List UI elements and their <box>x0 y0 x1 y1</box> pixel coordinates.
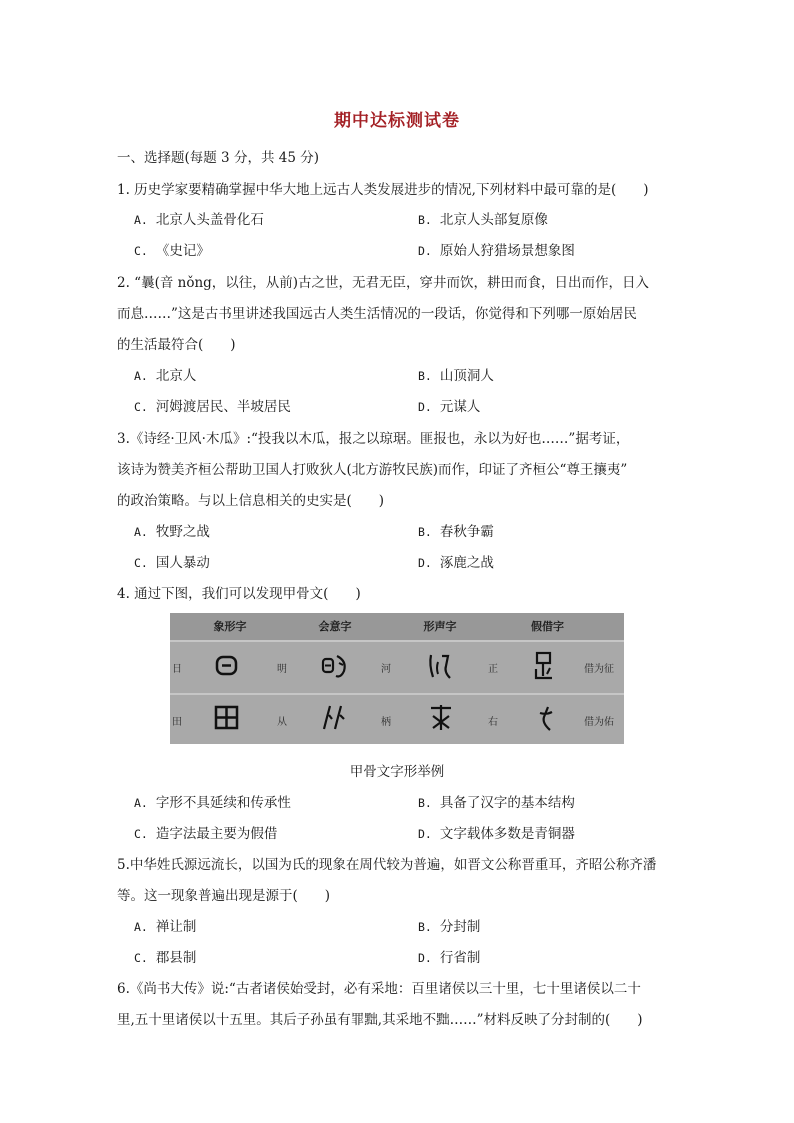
header-loan-character: 假借字 <box>531 620 564 633</box>
question-2-stem-line3: 的生活最符合( ) <box>117 337 236 353</box>
q5-option-d: D. 行省制 <box>418 950 481 966</box>
char-he: 河 <box>381 664 391 675</box>
divider <box>170 640 624 642</box>
q1-option-a: A. 北京人头盖骨化石 <box>134 212 264 228</box>
note-borrowed-zheng: 借为征 <box>584 664 614 675</box>
divider <box>170 693 624 695</box>
question-3-stem-line2: 该诗为赞美齐桓公帮助卫国人打败狄人(北方游牧民族)而作，印证了齐桓公“尊王攘夷” <box>117 462 628 478</box>
char-ming: 明 <box>277 664 287 675</box>
oracle-ming-glyph <box>320 651 350 681</box>
char-ri: 日 <box>172 664 182 675</box>
oracle-you-glyph <box>532 703 560 733</box>
figure-caption: 甲骨文字形举例 <box>349 764 445 780</box>
question-2-stem-line1: 2. “曩(音 nǒng，以往，从前)古之世，无君无臣，穿井而饮，耕田而食，日出而作，日入 <box>117 275 650 291</box>
q5-option-c: C. 郡县制 <box>134 950 197 966</box>
q2-option-a: A. 北京人 <box>134 368 197 384</box>
oracle-bone-figure <box>170 613 624 744</box>
section-heading: 一、选择题(每题 3 分，共 45 分) <box>117 150 319 166</box>
q3-option-c: C. 国人暴动 <box>134 555 210 571</box>
note-borrowed-you: 借为佑 <box>584 717 614 728</box>
question-6-stem-line2: 里,五十里诸侯以十五里。其后子孙虽有罪黜,其采地不黜……”材料反映了分封制的( ) <box>117 1012 643 1028</box>
question-5-stem-line2: 等。这一现象普遍出现是源于( ) <box>117 888 331 904</box>
oracle-zheng-glyph <box>530 650 560 682</box>
question-1-stem: 1. 历史学家要精确掌握中华大地上远古人类发展进步的情况,下列材料中最可靠的是( ) <box>117 182 649 198</box>
q3-option-a: A. 牧野之战 <box>134 524 210 540</box>
q4-option-d: D. 文字载体多数是青铜器 <box>418 826 575 842</box>
q4-option-b: B. 具备了汉字的基本结构 <box>418 795 575 811</box>
header-ideograph: 会意字 <box>318 620 352 633</box>
question-2-stem-line2: 而息……”这是古书里讲述我国远古人类生活情况的一段话，你觉得和下列哪一原始居民 <box>117 306 637 322</box>
question-3-stem-line1: 3.《诗经·卫风·木瓜》:“投我以木瓜，报之以琼琚。匪报也，永以为好也……”据考证， <box>117 431 630 447</box>
char-bing: 柄 <box>381 717 391 728</box>
header-phonosemantic: 形声字 <box>423 620 457 633</box>
char-zheng: 正 <box>488 664 498 675</box>
q1-option-b: B. 北京人头部复原像 <box>418 212 548 228</box>
question-5-stem-line1: 5.中华姓氏源远流长，以国为氏的现象在周代较为普遍，如晋文公称晋重耳，齐昭公称齐潘 <box>117 857 657 873</box>
q1-option-c: C. 《史记》 <box>134 243 210 259</box>
oracle-he-glyph <box>426 650 456 682</box>
oracle-bing-glyph <box>426 702 456 734</box>
q2-option-c: C. 河姆渡居民、半坡居民 <box>134 399 291 415</box>
oracle-ri-glyph <box>214 653 240 679</box>
q5-option-b: B. 分封制 <box>418 919 481 935</box>
oracle-tian-glyph <box>213 704 241 732</box>
oracle-cong-glyph <box>320 702 350 734</box>
q3-option-d: D. 涿鹿之战 <box>418 555 494 571</box>
char-tian: 田 <box>172 717 182 728</box>
q1-option-d: D. 原始人狩猎场景想象图 <box>418 243 575 259</box>
q3-option-b: B. 春秋争霸 <box>418 524 494 540</box>
page-title: 期中达标测试卷 <box>334 111 460 131</box>
char-cong: 从 <box>277 717 287 728</box>
q2-option-d: D. 元谋人 <box>418 399 481 415</box>
q4-option-a: A. 字形不具延续和传承性 <box>134 795 291 811</box>
header-pictograph: 象形字 <box>213 620 247 633</box>
question-4-stem: 4. 通过下图，我们可以发现甲骨文( ) <box>117 586 361 602</box>
q2-option-b: B. 山顶洞人 <box>418 368 494 384</box>
q5-option-a: A. 禅让制 <box>134 919 197 935</box>
question-3-stem-line3: 的政治策略。与以上信息相关的史实是( ) <box>117 493 385 509</box>
char-you: 右 <box>488 717 498 728</box>
q4-option-c: C. 造字法最主要为假借 <box>134 826 278 842</box>
question-6-stem-line1: 6.《尚书大传》说:“古者诸侯始受封，必有采地：百里诸侯以三十里，七十里诸侯以二十 <box>117 981 641 997</box>
